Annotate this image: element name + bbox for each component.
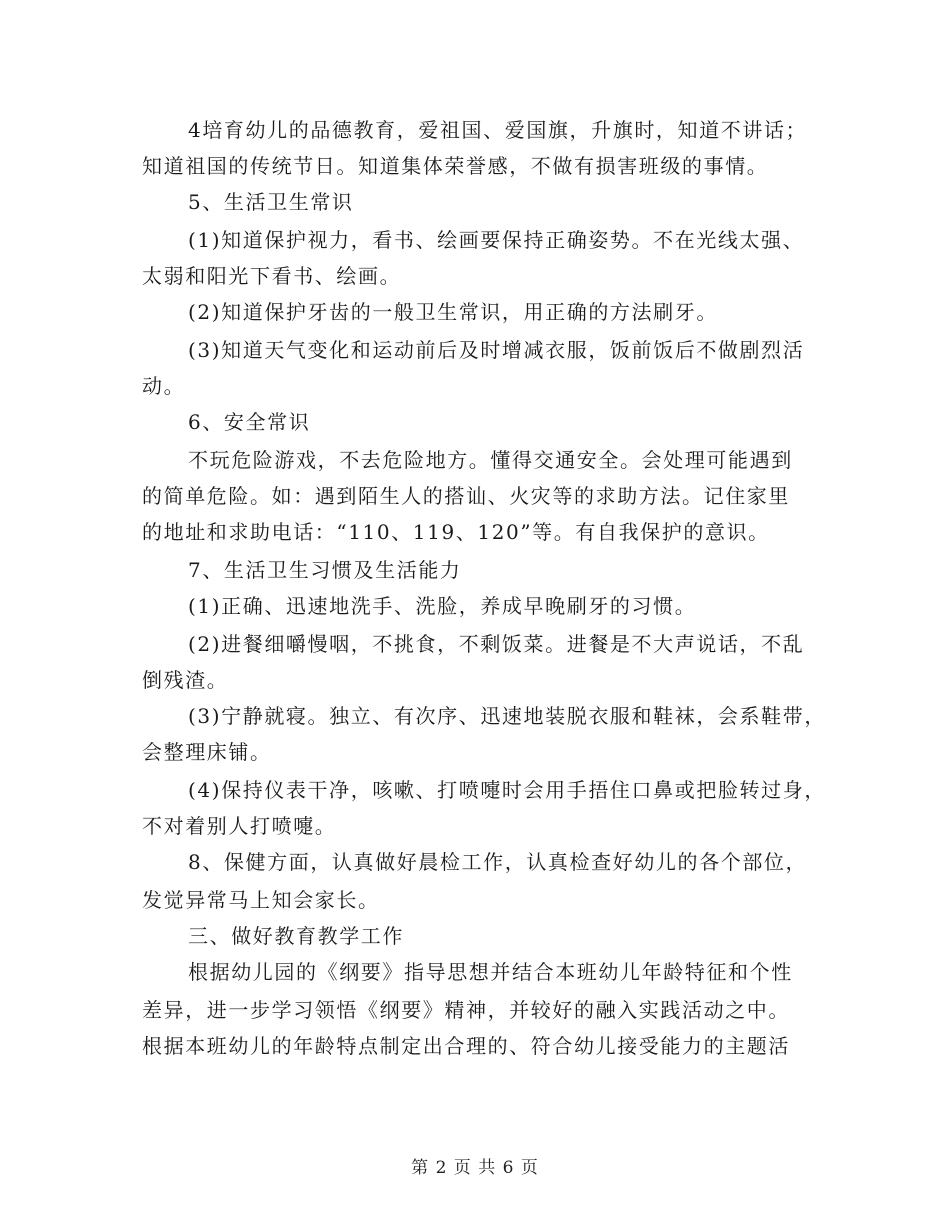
- page-number: 第 2 页 共 6 页: [411, 1158, 539, 1178]
- text-line: (2)知道保护牙齿的一般卫生常识，用正确的方法刷牙。: [188, 300, 718, 324]
- text-line: 差异，进一步学习领悟《纲要》精神，并较好的融入实践活动之中。: [142, 998, 790, 1022]
- section-heading: 三、做好教育教学工作: [188, 924, 404, 948]
- text-line: 4培育幼儿的品德教育，爱祖国、爱国旗，升旗时，知道不讲话；: [188, 118, 808, 142]
- text-line: 根据本班幼儿的年龄特点制定出合理的、符合幼儿接受能力的主题活: [142, 1034, 790, 1058]
- text-line: 知道祖国的传统节日。知道集体荣誉感，不做有损害班级的事情。: [142, 154, 769, 178]
- text-line: 不玩危险游戏，不去危险地方。懂得交通安全。会处理可能遇到: [188, 448, 793, 472]
- text-line: 动。: [142, 374, 186, 398]
- text-line: (2)进餐细嚼慢咽，不挑食，不剩饭菜。进餐是不大声说话，不乱: [188, 632, 805, 656]
- text-line: (3)知道天气变化和运动前后及时增减衣服，饭前饭后不做剧烈活: [188, 338, 805, 362]
- text-line: 发觉异常马上知会家长。: [142, 888, 380, 912]
- text-line: 会整理床铺。: [142, 740, 272, 764]
- text-line: (1)知道保护视力，看书、绘画要保持正确姿势。不在光线太强、: [188, 228, 805, 252]
- text-line: (1)正确、迅速地洗手、洗脸，养成早晚刷牙的习惯。: [188, 594, 697, 618]
- text-line: (4)保持仪表干净，咳嗽、打喷嚏时会用手捂住口鼻或把脸转过身，: [188, 778, 826, 802]
- text-line: (3)宁静就寝。独立、有次序、迅速地装脱衣服和鞋袜，会系鞋带，: [188, 704, 826, 728]
- text-line: 根据幼儿园的《纲要》指导思想并结合本班幼儿年龄特征和个性: [188, 960, 793, 984]
- section-heading: 6、安全常识: [188, 410, 311, 434]
- text-line: 8、保健方面，认真做好晨检工作，认真检查好幼儿的各个部位，: [188, 850, 808, 874]
- text-line: 的地址和求助电话：“110、119、120”等。有自我保护的意识。: [142, 520, 770, 544]
- text-line: 不对着别人打喷嚏。: [142, 814, 337, 838]
- text-line: 的简单危险。如：遇到陌生人的搭讪、火灾等的求助方法。记住家里: [142, 484, 790, 508]
- section-heading: 5、生活卫生常识: [188, 190, 354, 214]
- section-heading: 7、生活卫生习惯及生活能力: [188, 558, 462, 582]
- text-line: 倒残渣。: [142, 668, 229, 692]
- text-line: 太弱和阳光下看书、绘画。: [142, 264, 402, 288]
